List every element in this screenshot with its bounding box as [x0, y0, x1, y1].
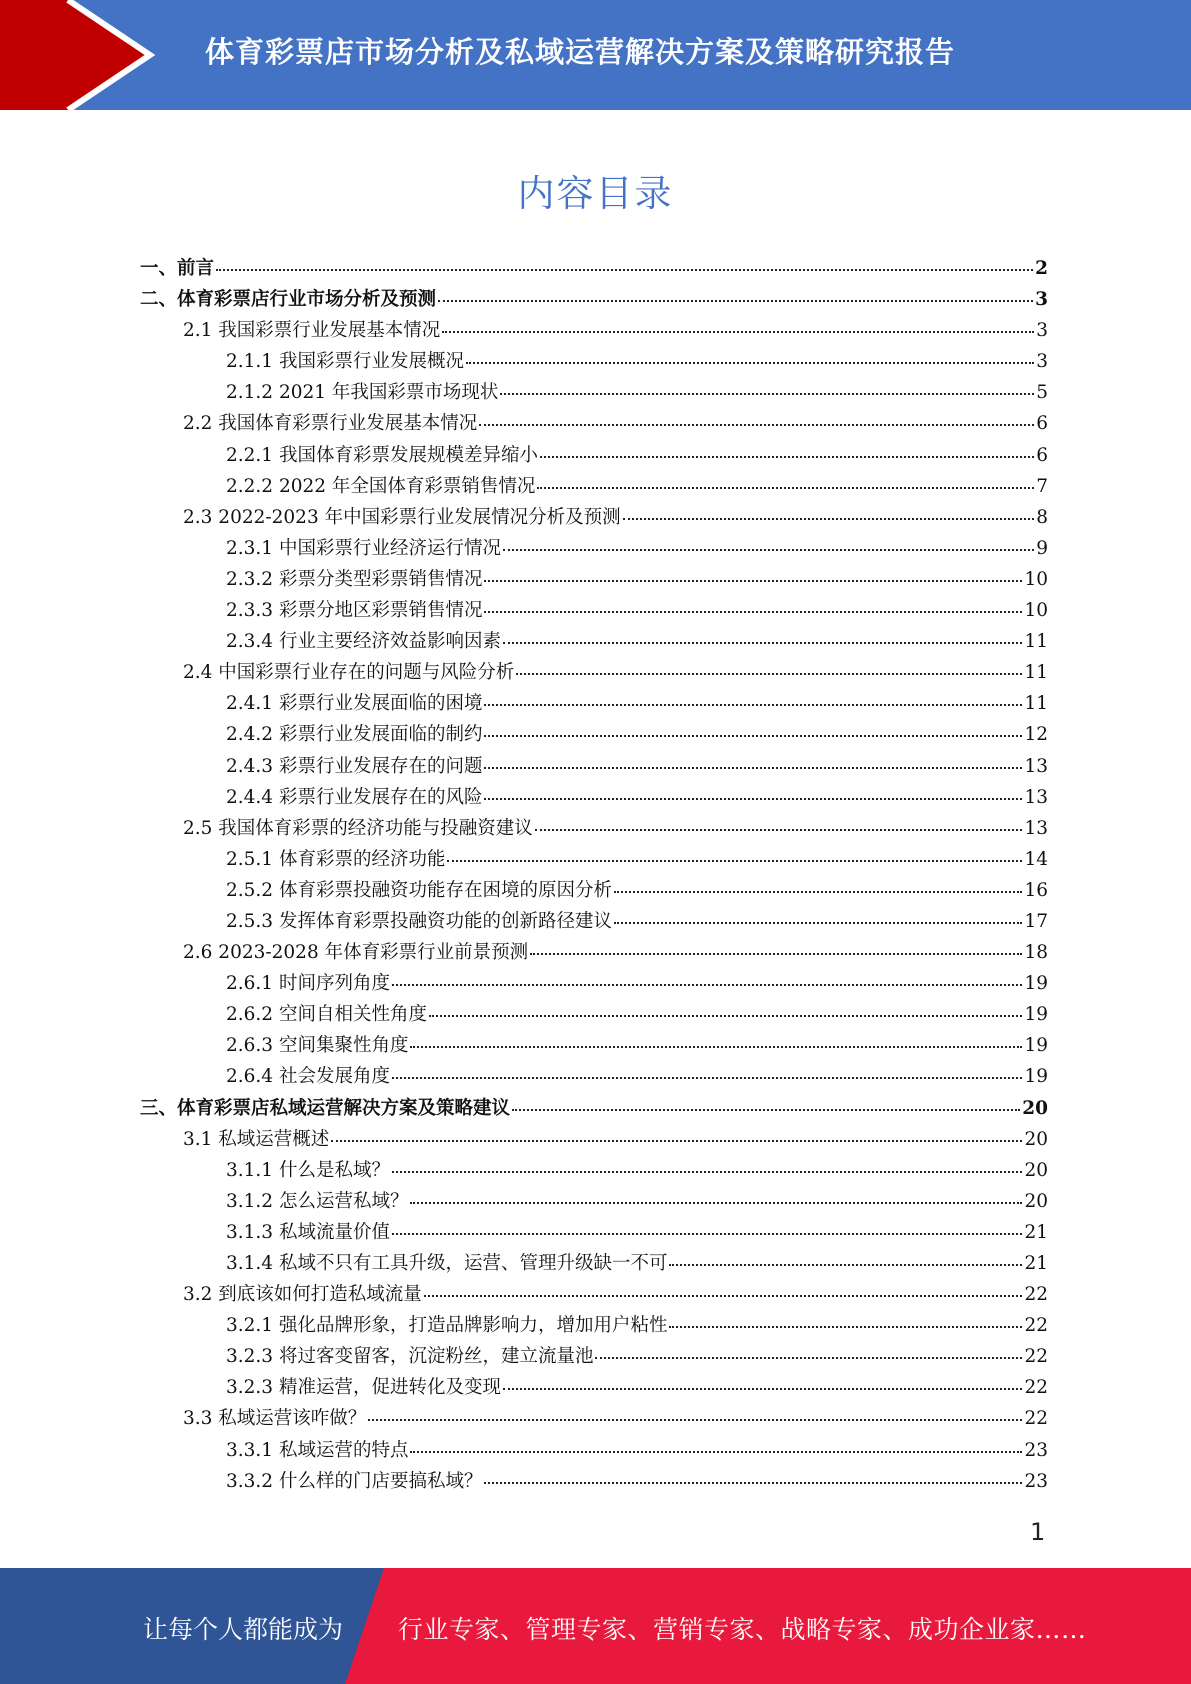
- toc-dot-leader: [503, 624, 1022, 645]
- toc-entry-page: 9: [1036, 537, 1048, 559]
- toc-entry[interactable]: [140, 533, 1048, 564]
- toc-entry[interactable]: [140, 906, 1048, 937]
- toc-entry-page: 19: [1024, 1035, 1048, 1057]
- toc-entry[interactable]: [140, 1155, 1048, 1186]
- toc-entry[interactable]: [140, 657, 1048, 688]
- toc-entry[interactable]: [140, 844, 1048, 875]
- toc-entry[interactable]: [140, 875, 1048, 906]
- toc-entry[interactable]: [140, 1435, 1048, 1466]
- footer-slogan-left: 让每个人都能成为: [143, 1615, 344, 1644]
- toc-entry-label: 2.5 我国体育彩票的经济功能与投融资建议: [183, 817, 533, 839]
- page-number: 1: [1030, 1518, 1046, 1546]
- toc-entry-page: 21: [1024, 1221, 1048, 1243]
- toc-entry[interactable]: [140, 564, 1048, 595]
- toc-entry[interactable]: [140, 471, 1048, 502]
- report-title: 体育彩票店市场分析及私域运营解决方案及策略研究报告: [205, 35, 956, 69]
- toc-entry-label: 二、体育彩票店行业市场分析及预测: [140, 289, 437, 311]
- toc-entry-label: 2.5.1 体育彩票的经济功能: [226, 848, 446, 870]
- toc-entry-label: 2.3.3 彩票分地区彩票销售情况: [226, 600, 483, 622]
- toc-entry-label: 2.5.2 体育彩票投融资功能存在困境的原因分析: [226, 879, 612, 901]
- toc-entry-page: 20: [1024, 1128, 1048, 1150]
- toc-entry[interactable]: [140, 626, 1048, 657]
- toc-entry-label: 2.6.2 空间自相关性角度: [226, 1004, 427, 1026]
- toc-entry[interactable]: [140, 1061, 1048, 1092]
- toc-dot-leader: [484, 1463, 1022, 1484]
- header-chevron-graphic: [0, 0, 160, 110]
- toc-entry-page: 3: [1036, 320, 1048, 342]
- toc-entry[interactable]: [140, 377, 1048, 408]
- toc-entry[interactable]: [140, 1186, 1048, 1217]
- toc-dot-leader: [535, 810, 1023, 831]
- toc-entry[interactable]: [140, 937, 1048, 968]
- toc-entry-label: 2.3 2022-2023 年中国彩票行业发展情况分析及预测: [183, 506, 621, 528]
- toc-entry[interactable]: [140, 1372, 1048, 1403]
- toc-entry-page: 22: [1024, 1284, 1048, 1306]
- toc-entry-label: 3.1.1 什么是私域？: [226, 1159, 390, 1181]
- toc-dot-leader: [595, 1339, 1022, 1360]
- toc-entry-page: 22: [1024, 1315, 1048, 1337]
- toc-dot-leader: [484, 717, 1022, 738]
- toc-entry-page: 13: [1024, 786, 1048, 808]
- toc-dot-leader: [331, 1121, 1022, 1142]
- toc-entry[interactable]: [140, 751, 1048, 782]
- toc-dot-leader: [392, 1059, 1022, 1080]
- toc-entry-page: 7: [1036, 475, 1048, 497]
- footer-slogan-right: 行业专家、管理专家、营销专家、战略专家、成功企业家……: [398, 1615, 1087, 1644]
- toc-entry[interactable]: [140, 502, 1048, 533]
- toc-entry[interactable]: [140, 1093, 1048, 1124]
- toc-dot-leader: [410, 1432, 1022, 1453]
- toc-entry-page: 22: [1024, 1346, 1048, 1368]
- toc-entry-label: 2.6.4 社会发展角度: [226, 1066, 390, 1088]
- toc-entry-page: 3: [1036, 351, 1048, 373]
- toc-entry-page: 23: [1024, 1439, 1048, 1461]
- toc-entry-label: 3.1.2 怎么运营私域？: [226, 1190, 409, 1212]
- toc-entry-label: 2.2.1 我国体育彩票发展规模差异缩小: [226, 444, 538, 466]
- toc-entry-label: 3.1.3 私域流量价值: [226, 1221, 390, 1243]
- toc-dot-leader: [540, 437, 1034, 458]
- toc-entry-page: 11: [1024, 662, 1048, 684]
- toc-entry-page: 10: [1024, 600, 1048, 622]
- toc-entry[interactable]: [140, 1466, 1048, 1497]
- toc-entry-label: 3.3 私域运营该咋做？: [183, 1408, 367, 1430]
- toc-entry-label: 一、前言: [140, 258, 215, 279]
- toc-dot-leader: [466, 344, 1034, 365]
- toc-entry[interactable]: [140, 719, 1048, 750]
- toc-entry-label: 2.6.1 时间序列角度: [226, 973, 390, 995]
- toc-entry-label: 2.4.4 彩票行业发展存在的风险: [226, 786, 483, 808]
- toc-dot-leader: [537, 468, 1034, 489]
- toc-dot-leader: [503, 1370, 1022, 1391]
- toc-entry-page: 13: [1024, 755, 1048, 777]
- toc-entry[interactable]: [140, 1341, 1048, 1372]
- toc-entry-page: 10: [1024, 568, 1048, 590]
- toc-entry-page: 5: [1036, 382, 1048, 404]
- toc-dot-leader: [410, 1028, 1022, 1049]
- toc-entry-label: 2.1 我国彩票行业发展基本情况: [183, 320, 441, 342]
- toc-entry-page: 19: [1024, 973, 1048, 995]
- toc-dot-leader: [438, 282, 1033, 303]
- toc-entry-label: 2.6.3 空间集聚性角度: [226, 1035, 409, 1057]
- toc-entry-label: 3.1 私域运营概述: [183, 1128, 330, 1150]
- toc-entry[interactable]: [140, 1124, 1048, 1155]
- toc-entry-label: 2.4.1 彩票行业发展面临的困境: [226, 693, 483, 715]
- toc-entry-page: 14: [1024, 848, 1048, 870]
- toc-dot-leader: [669, 1308, 1022, 1329]
- toc-dot-leader: [500, 375, 1034, 396]
- toc-entry-label: 3.2.1 强化品牌形象，打造品牌影响力，增加用户粘性: [226, 1315, 668, 1337]
- toc-entry[interactable]: [140, 999, 1048, 1030]
- toc-dot-leader: [392, 1214, 1022, 1235]
- toc-entry-page: 11: [1024, 631, 1048, 653]
- toc-entry-label: 三、体育彩票店私域运营解决方案及策略建议: [140, 1097, 511, 1119]
- toc-entry[interactable]: [140, 408, 1048, 439]
- toc-dot-leader: [614, 903, 1022, 924]
- toc-dot-leader: [424, 1277, 1023, 1298]
- toc-dot-leader: [392, 966, 1022, 987]
- toc-entry-page: 20: [1024, 1190, 1048, 1212]
- toc-dot-leader: [484, 748, 1022, 769]
- toc-entry-label: 2.4.2 彩票行业发展面临的制约: [226, 724, 483, 746]
- toc-entry-page: 23: [1024, 1470, 1048, 1492]
- toc-entry[interactable]: [140, 440, 1048, 471]
- toc-dot-leader: [447, 841, 1022, 862]
- toc-entry-label: 2.1.1 我国彩票行业发展概况: [226, 351, 464, 373]
- toc-entry-label: 2.5.3 发挥体育彩票投融资功能的创新路径建议: [226, 910, 612, 932]
- toc-entry[interactable]: [140, 968, 1048, 999]
- toc-entry-label: 2.3.2 彩票分类型彩票销售情况: [226, 568, 483, 590]
- header-banner: [0, 0, 1191, 110]
- toc-entry-page: 22: [1024, 1377, 1048, 1399]
- toc-entry[interactable]: [140, 1310, 1048, 1341]
- toc-dot-leader: [216, 251, 1033, 272]
- toc-entry-page: 11: [1024, 693, 1048, 715]
- toc-entry-label: 2.3.1 中国彩票行业经济运行情况: [226, 537, 501, 559]
- toc-list: [140, 253, 1048, 1497]
- toc-entry-page: 6: [1036, 444, 1048, 466]
- toc-entry-page: 17: [1024, 910, 1048, 932]
- toc-entry-label: 2.6 2023-2028 年体育彩票行业前景预测: [183, 942, 529, 964]
- toc-dot-leader: [484, 779, 1022, 800]
- toc-entry-page: 20: [1024, 1159, 1048, 1181]
- toc-entry-page: 22: [1024, 1408, 1048, 1430]
- toc-entry-page: 19: [1024, 1066, 1048, 1088]
- footer-banner: [0, 1568, 1191, 1684]
- toc-entry[interactable]: [140, 1030, 1048, 1061]
- toc-entry-page: 2: [1035, 258, 1048, 279]
- toc-entry[interactable]: [140, 813, 1048, 844]
- toc-dot-leader: [669, 1246, 1022, 1267]
- toc-dot-leader: [614, 872, 1022, 893]
- toc-heading: 内容目录: [517, 172, 674, 215]
- toc-entry-label: 2.4 中国彩票行业存在的问题与风险分析: [183, 662, 515, 684]
- toc-entry[interactable]: [140, 253, 1048, 284]
- toc-entry-page: 20: [1022, 1097, 1048, 1119]
- toc-dot-leader: [484, 686, 1022, 707]
- toc-dot-leader: [623, 499, 1035, 520]
- toc-entry-label: 2.1.2 2021 年我国彩票市场现状: [226, 382, 499, 404]
- toc-dot-leader: [368, 1401, 1022, 1422]
- toc-entry-label: 2.2 我国体育彩票行业发展基本情况: [183, 413, 478, 435]
- toc-entry-page: 16: [1024, 879, 1048, 901]
- toc-entry-label: 3.3.2 什么样的门店要搞私域？: [226, 1470, 483, 1492]
- toc-entry-page: 13: [1024, 817, 1048, 839]
- toc-dot-leader: [479, 406, 1034, 427]
- toc-entry-page: 8: [1036, 506, 1048, 528]
- toc-dot-leader: [484, 593, 1022, 614]
- toc-entry[interactable]: [140, 1279, 1048, 1310]
- toc-dot-leader: [442, 313, 1034, 334]
- toc-dot-leader: [516, 655, 1022, 676]
- toc-entry-page: 3: [1035, 289, 1048, 311]
- toc-entry[interactable]: [140, 284, 1048, 315]
- toc-entry-label: 3.2 到底该如何打造私域流量: [183, 1284, 422, 1306]
- toc-entry-page: 6: [1036, 413, 1048, 435]
- toc-entry-page: 18: [1024, 942, 1048, 964]
- toc-dot-leader: [512, 1090, 1020, 1111]
- toc-entry-label: 3.1.4 私域不只有工具升级，运营、管理升级缺一不可: [226, 1253, 668, 1274]
- toc-entry-label: 2.2.2 2022 年全国体育彩票销售情况: [226, 475, 536, 497]
- toc-entry-label: 3.2.3 精准运营，促进转化及变现: [226, 1377, 501, 1399]
- toc-entry[interactable]: [140, 346, 1048, 377]
- toc-dot-leader: [429, 997, 1022, 1018]
- toc-entry-label: 2.3.4 行业主要经济效益影响因素: [226, 631, 501, 653]
- toc-entry-page: 12: [1024, 724, 1048, 746]
- toc-dot-leader: [410, 1183, 1022, 1204]
- toc-entry-page: 21: [1024, 1253, 1048, 1274]
- toc-entry[interactable]: [140, 1248, 1048, 1279]
- toc-dot-leader: [530, 935, 1022, 956]
- toc-entry[interactable]: [140, 595, 1048, 626]
- toc-entry[interactable]: [140, 315, 1048, 346]
- toc-entry-label: 3.3.1 私域运营的特点: [226, 1439, 409, 1461]
- toc-dot-leader: [503, 530, 1034, 551]
- toc-entry[interactable]: [140, 688, 1048, 719]
- toc-dot-leader: [392, 1152, 1022, 1173]
- toc-entry[interactable]: [140, 1217, 1048, 1248]
- toc-dot-leader: [484, 561, 1022, 582]
- toc-entry-label: 3.2.3 将过客变留客，沉淀粉丝，建立流量池: [226, 1346, 594, 1368]
- toc-entry[interactable]: [140, 1403, 1048, 1434]
- toc-entry-page: 19: [1024, 1004, 1048, 1026]
- toc-entry-label: 2.4.3 彩票行业发展存在的问题: [226, 755, 483, 777]
- toc-entry[interactable]: [140, 782, 1048, 813]
